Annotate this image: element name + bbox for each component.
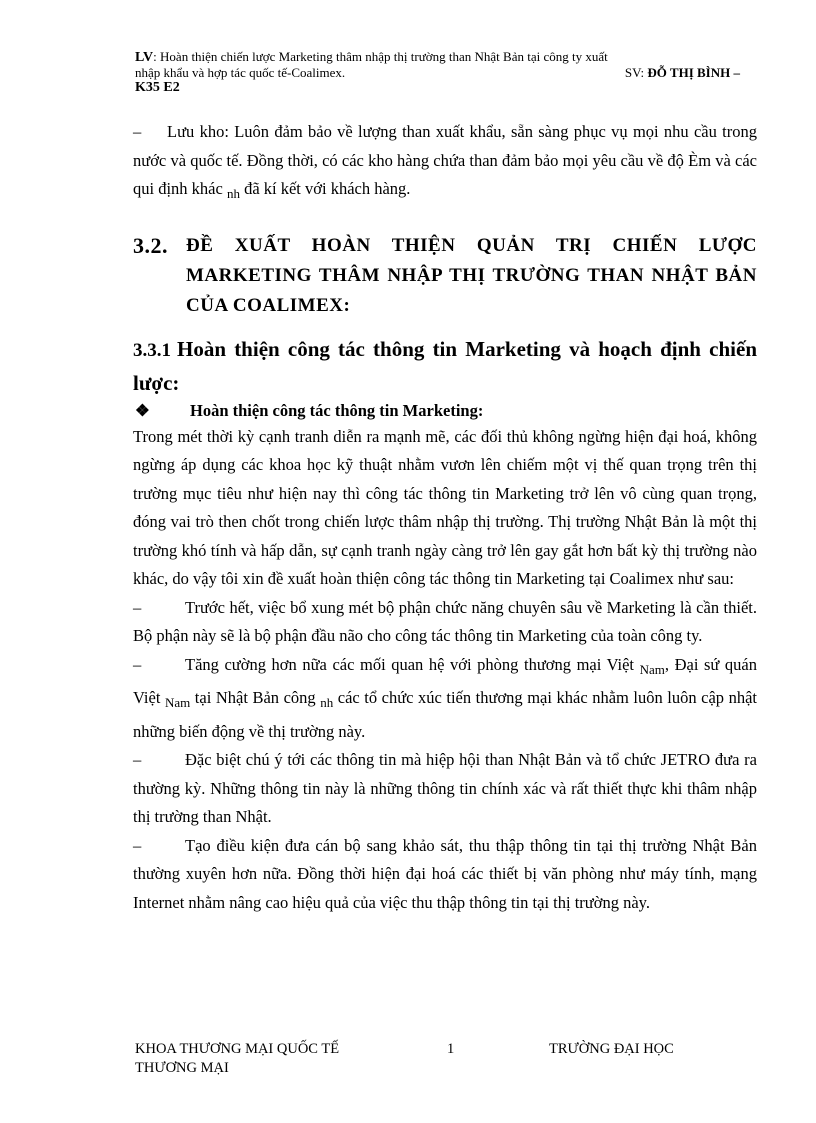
header-title-line-1: : Hoàn thiện chiến lược Marketing thâm nhập thị trường than Nhật Bản tại công ty xuất — [153, 49, 608, 64]
item-3-text: Đặc biệt chú ý tới các thông tin mà hiệp hội than Nhật Bản và tổ chức JETRO đưa ra thường kỳ. Những thông tin này là những thông tin chính xác và rất thiết thực khi thâm nhập thị trường than Nhật. — [133, 750, 757, 826]
bullet-heading — [133, 399, 757, 423]
dash-marker: – — [133, 122, 142, 141]
header-line-1 — [135, 49, 740, 65]
section-heading — [133, 231, 757, 321]
list-item — [133, 746, 757, 832]
intro-text-a: Lưu kho: Luôn đảm bảo về lượng than xuất khẩu, sẵn sàng phục vụ mọi nhu cầu trong nước và quốc tế. Đồng thời, có các kho hàng chứa than đảm bảo mọi yêu cầu về độ Èm và các qui định khác — [133, 122, 757, 198]
item-4-text: Tạo điều kiện đưa cán bộ sang khảo sát, thu thập thông tin tại thị trường Nhật Bản thường xuyên hơn nữa. Đồng thời hiện đại hoá các thiết bị văn phòng như máy tính, mạng Internet nhằm nâng cao hiệu quả của việc thu thập thông tin tại thị trường này. — [133, 835, 757, 912]
subsection-heading — [133, 333, 757, 399]
main-paragraph: Trong mét thời kỳ cạnh tranh diễn ra mạnh mẽ, các đối thủ không ngừng hiện đại hoá, không ngừng áp dụng các khoa học kỹ thuật nhằm vươn lên chiếm một vị thế quan trọng trên thị trường mục tiêu như hiện nay thì công tác thông tin Marketing trở lên vô cùng quan trọng, đóng vai trò then chốt trong chiến lược thâm nhập thị trường. Thị trường Nhật Bản là một thị trường khó tính và hấp dẫn, sự cạnh tranh ngày càng trở lên gay gắt hơn bất kỳ thị trường nào khác, do vậy tôi xin đề xuất hoàn thiện công tác thông tin Marketing tại Coalimex như sau: — [133, 426, 757, 588]
subsection-title: Hoàn thiện công tác thông tin Marketing và hoạch định chiến lược: — [133, 336, 757, 395]
subsection-number: 3.3.1 — [133, 339, 171, 361]
intro-paragraph — [133, 118, 757, 209]
footer-faculty-line-2: THƯƠNG MẠI — [135, 1060, 229, 1076]
document-body — [133, 118, 757, 917]
item-2-text-c: tại Nhật Bản công — [190, 688, 321, 707]
header-title-line-2: nhập khẩu và hợp tác quốc tế-Coalimex. — [135, 65, 346, 80]
footer-faculty — [135, 1040, 395, 1078]
dash-marker: – — [133, 750, 142, 769]
page-header — [135, 49, 740, 95]
bullet-title: Hoàn thiện công tác thông tin Marketing: — [190, 400, 484, 420]
footer-faculty-line-1: KHOA THƯƠNG MẠI QUỐC TẾ — [135, 1041, 340, 1057]
item-1-text: Trước hết, việc bổ xung mét bộ phận chức năng chuyên sâu về Marketing là cần thiết. Bộ phận này sẽ là bộ phận đầu não cho công tác thông tin Marketing của toàn công ty. — [133, 597, 757, 645]
section-number: 3.2. — [133, 232, 168, 258]
intro-sub: nh — [226, 186, 240, 201]
item-2-text-a: Tăng cường hơn nữa các mối quan hệ với phòng thương mại Việt — [185, 654, 640, 674]
dash-marker: – — [133, 654, 142, 674]
item-2-sub-3: nh — [320, 695, 334, 710]
dash-marker: – — [133, 597, 142, 617]
item-2-sub-1: Nam — [639, 661, 665, 677]
page-number: 1 — [447, 1041, 455, 1057]
section-title: ĐỀ XUẤT HOÀN THIỆN QUẢN TRỊ CHIẾN LƯỢC MARKETING THÂM NHẬP THỊ TRƯỜNG THAN NHẬT BẢN CỦA COALIMEX: — [186, 234, 757, 316]
list-item — [133, 651, 757, 747]
header-lv-label: LV — [135, 50, 154, 65]
header-sv-label: SV: — [624, 65, 648, 80]
footer-school: TRƯỜNG ĐẠI HỌC — [549, 1041, 674, 1057]
header-class-code: K35 E2 — [135, 80, 180, 95]
dash-marker: – — [133, 835, 142, 855]
diamond-bullet-icon: ❖ — [135, 400, 150, 420]
header-line-2 — [135, 65, 740, 80]
intro-text-b: đã kí kết với khách hàng. — [239, 179, 411, 198]
list-item — [133, 832, 757, 918]
header-student-name: ĐỖ THỊ BÌNH – — [647, 65, 740, 80]
item-2-text-b: , Đại sứ quán Việt — [133, 654, 757, 707]
list-item — [133, 594, 757, 651]
item-2-sub-2: Nam — [164, 695, 191, 710]
item-2-text-d: các tổ chức xúc tiến thương mại khác nhằm luôn luôn cập nhật những biến động về thị trường này. — [133, 688, 758, 741]
header-student — [625, 65, 740, 80]
